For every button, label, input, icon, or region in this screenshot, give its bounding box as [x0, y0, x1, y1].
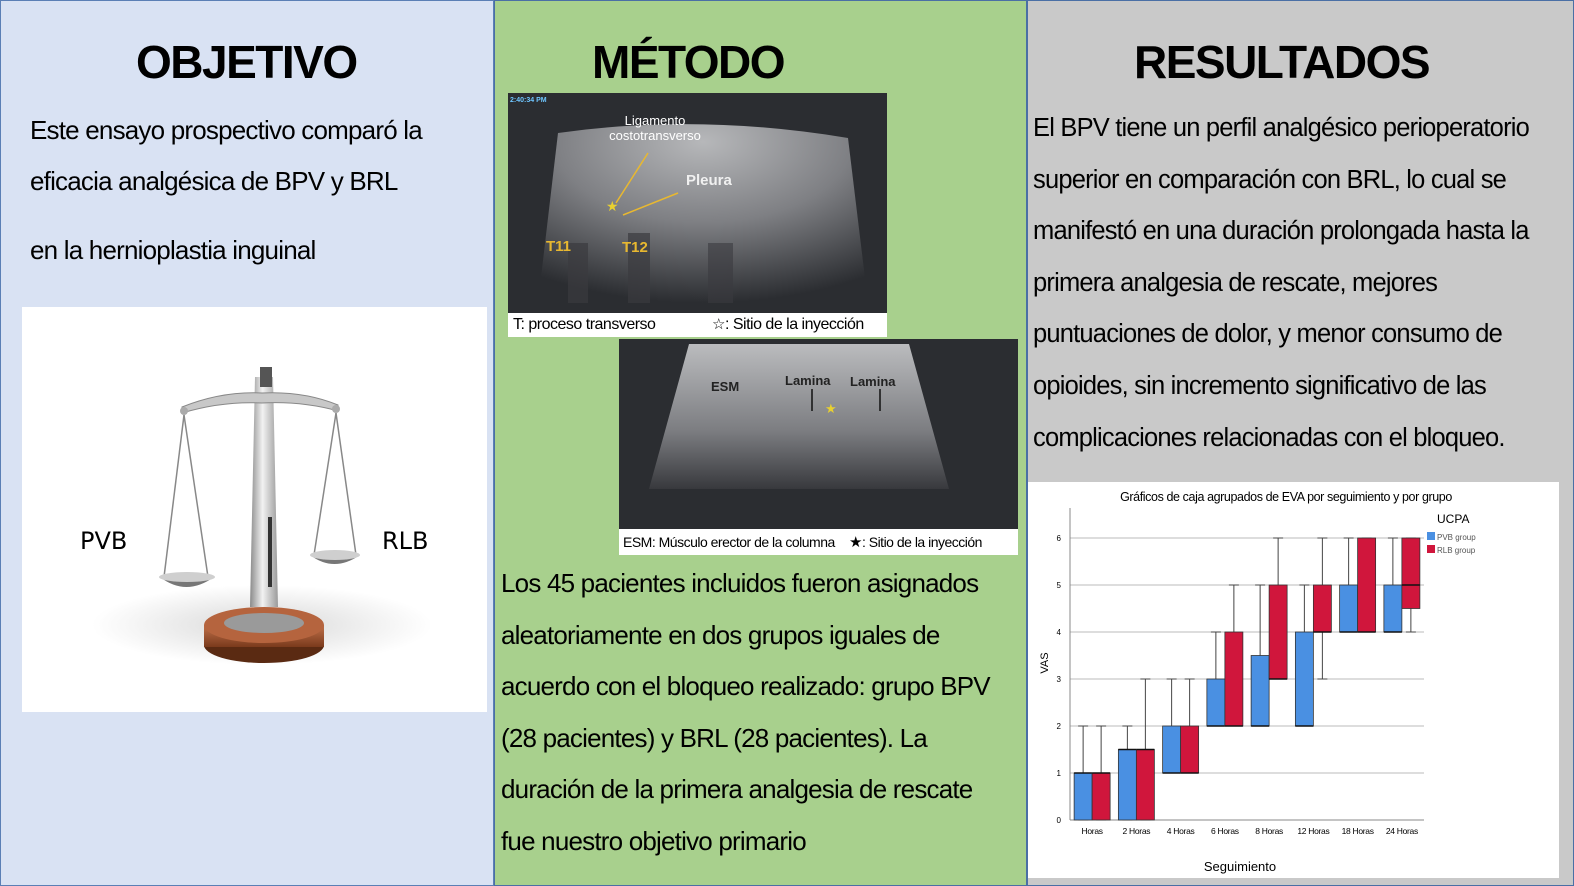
metodo-line: fue nuestro objetivo primario [501, 825, 806, 856]
resultados-line: opioides, sin incremento significativo de las [1033, 371, 1487, 400]
resultados-line: manifestó en una duración prolongada hasta la [1033, 217, 1529, 246]
box-rlb [1358, 538, 1376, 632]
legend-swatch [1427, 545, 1435, 553]
label-t11: T11 [546, 238, 572, 255]
legend-swatch [1427, 532, 1435, 540]
svg-text:★: ★ [825, 401, 837, 416]
balance-scale-illustration [22, 307, 487, 712]
metodo-text [501, 558, 990, 868]
resultados-text [1033, 103, 1529, 464]
metodo-line: acuerdo con el bloqueo realizado: grupo BPV [501, 671, 990, 702]
label-lamina-2: Lamina [850, 374, 896, 389]
caption-2-right: : Sitio de la inyección [861, 534, 982, 550]
box-rlb [1313, 585, 1331, 632]
x-tick-label: 18 Horas [1341, 826, 1374, 836]
y-axis-label: VAS [1039, 652, 1051, 674]
balance-scale-icon [22, 307, 487, 712]
box-rlb [1402, 538, 1420, 609]
metodo-heading: MÉTODO [592, 36, 785, 88]
x-tick-label: 2 Horas [1122, 826, 1151, 836]
boxplot-svg [1028, 482, 1559, 878]
label-t12: T12 [622, 239, 648, 256]
label-ligamento: Ligamento costotransverso [609, 113, 701, 143]
box-rlb [1225, 632, 1243, 726]
box-pvb [1384, 585, 1402, 632]
box-pvb [1163, 726, 1181, 773]
metodo-line: Los 45 pacientes incluidos fueron asignados [501, 568, 979, 598]
ultrasound-image-2 [619, 339, 1018, 529]
metodo-line: (28 pacientes) y BRL (28 pacientes). La [501, 722, 927, 753]
caption-1-left: T: proceso transverso [513, 316, 656, 333]
objetivo-panel [0, 0, 494, 886]
ultrasound-caption-2 [619, 529, 1018, 555]
objetivo-heading: OBJETIVO [136, 36, 357, 88]
x-tick-label: 4 Horas [1166, 826, 1195, 836]
objetivo-line: Este ensayo prospectivo comparó la [30, 115, 422, 145]
y-tick-label: 4 [1056, 628, 1061, 637]
metodo-line: aleatoriamente en dos grupos iguales de [501, 619, 940, 650]
scale-label-left: PVB [80, 527, 128, 555]
legend-title: UCPA [1437, 512, 1470, 526]
ultrasound-image-1 [508, 93, 887, 313]
box-pvb [1074, 773, 1092, 820]
box-pvb [1340, 585, 1358, 632]
box-pvb [1207, 679, 1225, 726]
metodo-panel [494, 0, 1027, 886]
resultados-heading: RESULTADOS [1134, 36, 1430, 88]
box-pvb [1251, 656, 1269, 727]
x-tick-label: 24 Horas [1385, 826, 1418, 836]
star-filled-icon: ★ [849, 534, 862, 551]
y-tick-label: 5 [1056, 581, 1061, 590]
caption-1-right: : Sitio de la inyección [724, 316, 864, 333]
box-pvb [1118, 750, 1136, 821]
vas-boxplot-chart [1028, 482, 1559, 878]
scale-label-right: RLB [382, 527, 429, 555]
resultados-line: complicaciones relacionadas con el bloqueo. [1033, 423, 1505, 452]
x-axis-label: Seguimiento [1203, 859, 1277, 874]
objetivo-line: en la hernioplastia inguinal [30, 235, 316, 265]
svg-text:★: ★ [606, 198, 619, 214]
box-rlb [1181, 726, 1199, 773]
resultados-line: superior en comparación con BRL, lo cual se [1033, 165, 1507, 194]
box-rlb [1269, 585, 1287, 679]
y-tick-label: 1 [1056, 769, 1061, 778]
box-rlb [1092, 773, 1110, 820]
objetivo-line: eficacia analgésica de BPV y BRL [30, 166, 398, 196]
y-tick-label: 6 [1056, 534, 1061, 543]
legend-label: RLB group [1437, 546, 1476, 555]
ultrasound-timestamp: 2:40:34 PM [510, 97, 547, 104]
legend-label: PVB group [1437, 533, 1476, 542]
box-rlb [1136, 750, 1154, 821]
x-tick-label: 12 Horas [1297, 826, 1330, 836]
y-tick-label: 2 [1056, 722, 1061, 731]
metodo-line: duración de la primera analgesia de rescate [501, 774, 973, 805]
label-lamina-1: Lamina [785, 373, 831, 388]
resultados-line: El BPV tiene un perfil analgésico perioperatorio [1033, 114, 1530, 142]
y-tick-label: 3 [1056, 675, 1061, 684]
star-outline-icon: ☆ [712, 316, 725, 333]
resultados-line: puntuaciones de dolor, y menor consumo de [1033, 320, 1503, 349]
objetivo-text [30, 105, 422, 276]
x-tick-label: 8 Horas [1255, 826, 1283, 836]
chart-title: Gráficos de caja agrupados de EVA por seguimiento y por grupo [1120, 490, 1452, 504]
label-pleura: Pleura [686, 172, 732, 189]
box-pvb [1295, 632, 1313, 726]
ultrasound-caption-1 [508, 313, 887, 337]
caption-2-left: ESM: Músculo erector de la columna [623, 534, 835, 550]
label-esm: ESM [711, 379, 740, 394]
x-tick-label: 6 Horas [1211, 826, 1239, 836]
x-tick-label: Horas [1081, 826, 1103, 836]
y-tick-label: 0 [1056, 816, 1061, 825]
resultados-line: primera analgesia de rescate, mejores [1033, 268, 1438, 297]
ultrasound-scan-2 [619, 339, 1018, 529]
